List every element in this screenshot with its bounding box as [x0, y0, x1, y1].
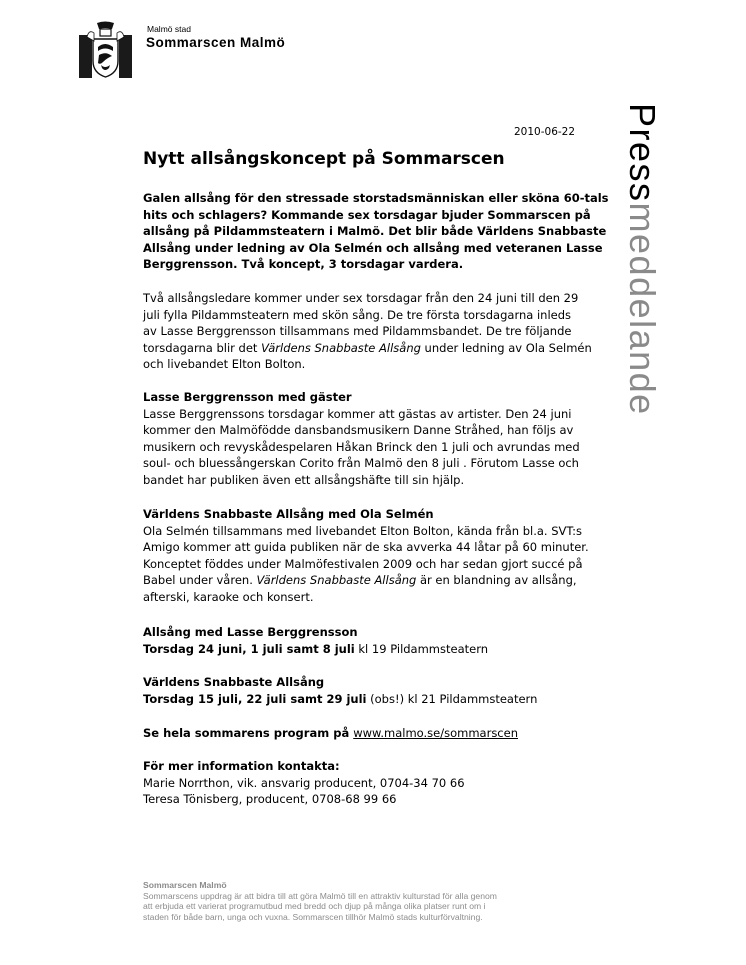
footer-line: Sommarscens uppdrag är att bidra till att göra Malmö till en attraktiv kulturstad för alla genom	[143, 890, 497, 901]
lasse-line: bandet har publiken även ett allsångshäfte till sin hjälp.	[143, 472, 465, 487]
ola-line: Amigo kommer att guida publiken när de ska avverka 44 låtar på 60 minuter.	[143, 540, 589, 555]
side-title-light: meddelande	[622, 202, 663, 416]
contact-section	[143, 758, 613, 808]
lasse-heading: Lasse Berggrensson med gäster	[143, 390, 352, 404]
program-link[interactable]: www.malmo.se/sommarscen	[353, 726, 518, 740]
intro-line: av Lasse Berggrensson tillsammans med Pildammsbandet. De tre följande	[143, 324, 572, 339]
lead-line: Galen allsång för den stressade storstadsmänniskan eller sköna 60-tals	[143, 191, 609, 205]
intro-concept-italic: Världens Snabbaste Allsång	[261, 340, 421, 355]
ola-section	[143, 506, 613, 606]
footer-line: staden för både barn, unga och vuxna. Sommarscen tillhör Malmö stads kulturförvaltning.	[143, 911, 483, 922]
lead-line: Berggrensson. Två koncept, 3 torsdagar vardera.	[143, 257, 464, 272]
ola-concept-italic: Världens Snabbaste Allsång	[256, 573, 417, 588]
intro-line	[143, 340, 613, 357]
lasse-section	[143, 389, 613, 489]
schedule-heading: Allsång med Lasse Berggrensson	[143, 625, 358, 639]
pressmeddelande-side-title	[622, 103, 663, 416]
ola-line	[143, 572, 613, 589]
lead-paragraph	[143, 190, 613, 273]
contact-line: Teresa Tönisberg, producent, 0708-68 99 66	[143, 792, 397, 807]
intro-line: och livebandet Elton Bolton.	[143, 357, 306, 372]
footer-title: Sommarscen Malmö	[143, 880, 227, 890]
schedule-ola	[143, 674, 613, 707]
contact-heading: För mer information kontakta:	[143, 759, 340, 773]
schedule-line	[143, 691, 613, 708]
schedule-line	[143, 641, 613, 658]
program-line	[143, 725, 613, 742]
ola-text: Babel under våren.	[143, 573, 257, 588]
ola-line: Ola Selmén tillsammans med livebandet Elton Bolton, kända från bl.a. SVT:s	[143, 523, 583, 538]
lead-line: Allsång under ledning av Ola Selmén och allsång med veteranen Lasse	[143, 240, 603, 255]
ola-text: är en blandning av allsång,	[416, 573, 577, 588]
intro-line: juli fylla Pildammsteatern med skön sång. De tre första torsdagarna inleds	[143, 307, 572, 322]
schedule-lasse	[143, 624, 613, 657]
lasse-line: musikern och revyskådespelaren Håkan Brinck den 1 juli och avrundas med	[143, 439, 580, 454]
schedule-venue: (obs!) kl 21 Pildammsteatern	[366, 691, 538, 706]
lasse-line: Lasse Berggrenssons torsdagar kommer att gästas av artister. Den 24 juni	[143, 406, 572, 421]
schedule-heading: Världens Snabbaste Allsång	[143, 675, 325, 689]
intro-paragraph	[143, 290, 613, 373]
program-paragraph	[143, 725, 613, 742]
lasse-line: soul- och bluessångerskan Corito från Malmö den 8 juli . Förutom Lasse och	[143, 456, 579, 471]
lasse-line: kommer den Malmöfödde dansbandsmusikern Danne Stråhed, han följs av	[143, 423, 574, 438]
ola-line: afterski, karaoke och konsert.	[143, 589, 314, 604]
intro-text: under ledning av Ola Selmén	[420, 340, 592, 355]
footer	[143, 880, 583, 922]
malmo-coat-of-arms-icon	[79, 21, 132, 78]
org-small: Malmö stad	[147, 24, 191, 34]
schedule-dates: Torsdag 24 juni, 1 juli samt 8 juli	[143, 641, 355, 656]
org-title: Sommarscen Malmö	[146, 35, 286, 50]
ola-heading: Världens Snabbaste Allsång med Ola Selmén	[143, 507, 434, 521]
press-date: 2010-06-22	[514, 126, 576, 138]
ola-line: Konceptet föddes under Malmöfestivalen 2009 och har sedan gjort succé på	[143, 556, 583, 571]
schedule-dates: Torsdag 15 juli, 22 juli samt 29 juli	[143, 691, 367, 706]
lead-line: allsång på Pildammsteatern i Malmö. Det blir både Världens Snabbaste	[143, 224, 607, 239]
side-title-dark: Press	[622, 103, 663, 203]
page-title: Nytt allsångskoncept på Sommarscen	[143, 149, 505, 169]
intro-line: Två allsångsledare kommer under sex torsdagar från den 24 juni till den 29	[143, 291, 579, 305]
schedule-venue: kl 19 Pildammsteatern	[354, 641, 489, 656]
footer-line: att erbjuda ett varierat programutbud med bredd och djup på många olika platser runt om i	[143, 901, 486, 911]
intro-text: torsdagarna blir det	[143, 340, 262, 355]
lead-line: hits och schlagers? Kommande sex torsdagar bjuder Sommarscen på	[143, 207, 591, 222]
program-text: Se hela sommarens program på	[143, 726, 354, 740]
contact-line: Marie Norrthon, vik. ansvarig producent, 0704-34 70 66	[143, 775, 465, 790]
